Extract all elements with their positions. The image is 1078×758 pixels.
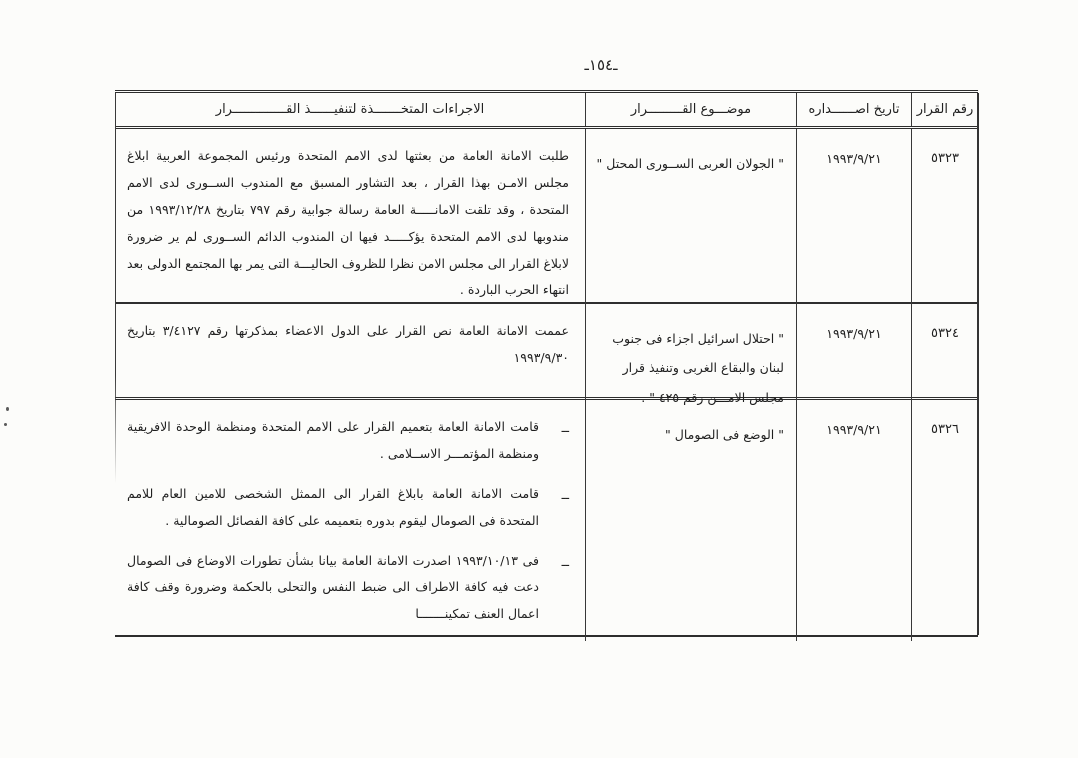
- action-bullet-item: [127, 414, 569, 468]
- resolution-number-cell: ٥٣٢٦: [911, 400, 978, 641]
- actions-paragraph: قامت الامانة العامة بتعميم القرار على الامم المتحدة ومنظمة الوحدة الافريقية ومنظمة المؤتمـــر الاســلامى .: [127, 419, 539, 461]
- dash-bullet-icon: ــ: [561, 486, 569, 502]
- resolution-number-cell: ٥٣٢٤: [911, 304, 978, 412]
- table-header-row: [115, 93, 978, 129]
- header-resolution-subject: موضـــوع القـــــــــرار: [585, 93, 796, 126]
- header-implementation-actions: الاجراءات المتخـــــــذة لتنفيــــــذ القــــــــــــــرار: [215, 102, 485, 117]
- dash-bullet-icon: ــ: [561, 420, 569, 435]
- action-bullet-item: [127, 481, 569, 535]
- resolution-subject-cell: " احتلال اسرائيل اجزاء فى جنوب لبنان والبقاع الغربى وتنفيذ قرار مجلس الامـــن رقم ٤٢٥ " .: [585, 304, 796, 412]
- implementation-actions-cell: [115, 129, 585, 304]
- table-row: [115, 302, 978, 405]
- issue-date-cell: ١٩٩٣/٩/٢١: [796, 304, 911, 412]
- issue-date-cell: ١٩٩٣/٩/٢١: [796, 400, 911, 641]
- actions-paragraph: طلبت الامانة العامة من بعثتها لدى الامم المتحدة ورئيس المجموعة العربية ابلاغ مجلس الامـن بهذا القرار ، بعد التشاور المسبق مع المندوب الســورى لدى الامم المتحدة ، وقد تلقت الامانـــــة العامة رسالة جوابية رقم ٧٩٧ بتاريخ ١٩٩٣/١٢/٢٨ من مندوبها لدى الامم المتحدة يؤكـــــد فيها ان المندوب الدائم الســورى لم ير ضرورة لابلاغ القرار الى مجلس الامن نظرا للظروف الحاليـــة التى يمر بها المجتمع الدولى بعد انتهاء الحرب الباردة .: [127, 148, 570, 298]
- resolution-subject-cell: " الوضع فى الصومال ": [585, 400, 796, 641]
- table-row: [115, 129, 978, 302]
- resolution-subject-cell: " الجولان العربى الســورى المحتل ": [585, 129, 796, 304]
- scan-speck: [6, 407, 9, 411]
- resolutions-table: [115, 90, 978, 637]
- resolution-number-cell: ٥٣٢٣: [911, 129, 978, 304]
- dash-bullet-icon: ــ: [561, 553, 569, 569]
- table-row: [115, 397, 978, 635]
- implementation-actions-cell: [115, 400, 585, 641]
- actions-paragraph: فى ١٩٩٣/١٠/١٣ اصدرت الامانة العامة بيانا بشأن تطورات الاوضاع فى الصومال دعت فيه كافة الاطراف الى ضبط النفس والتحلى بالحكمة وضرورة وقف كافة اعمال العنف تمكينـــــــا: [127, 552, 540, 622]
- header-issue-date: تاريخ اصــــــداره: [796, 93, 911, 126]
- actions-paragraph: عممت الامانة العامة نص القرار على الدول الاعضاء بمذكرتها رقم ٣/٤١٢٧ بتاريخ ١٩٩٣/٩/٣٠: [127, 323, 569, 365]
- issue-date-cell: ١٩٩٣/٩/٢١: [796, 129, 911, 304]
- page-number: ـ١٥٤ـ: [584, 56, 618, 74]
- action-bullet-item: [127, 548, 569, 629]
- actions-paragraph: قامت الامانة العامة بابلاغ القرار الى الممثل الشخصى للامين العام للامم المتحدة فى الصومال ليقوم بدوره بتعميمه على كافة الفصائل الصومالية .: [127, 485, 539, 528]
- scan-speck: [4, 423, 7, 426]
- implementation-actions-cell: [115, 304, 585, 412]
- header-resolution-number: رقم القرار: [911, 93, 978, 126]
